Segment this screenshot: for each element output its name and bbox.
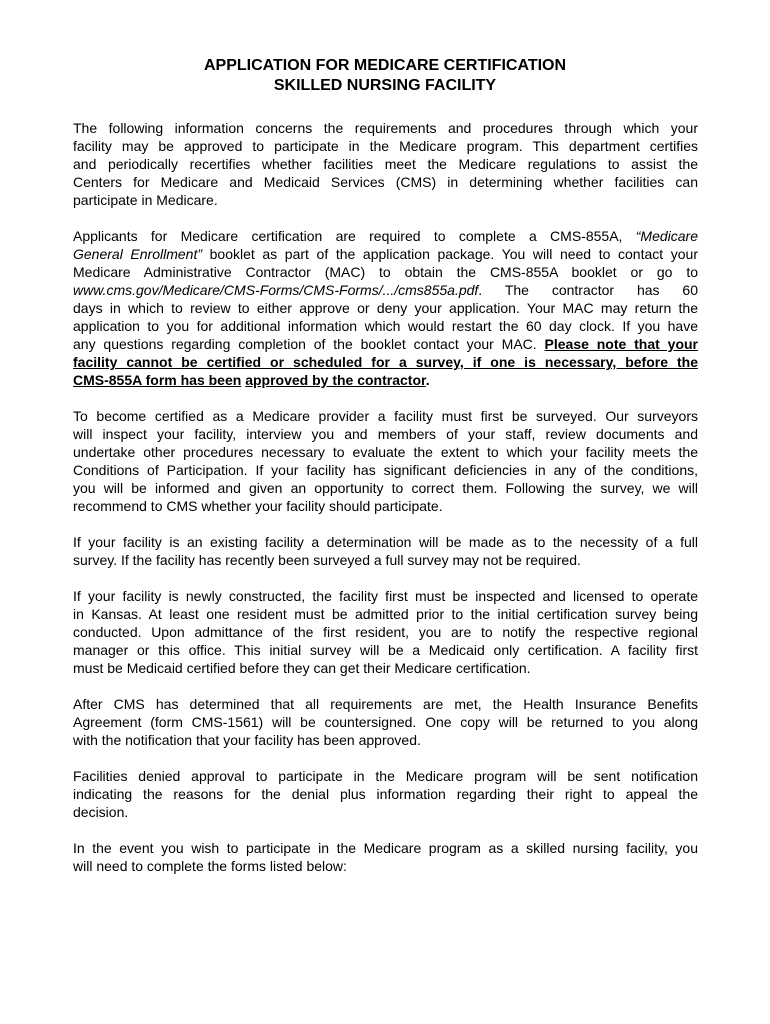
text-line — [73, 713, 698, 731]
text-line — [73, 587, 698, 605]
emphasized-text: . — [425, 372, 430, 388]
paragraph — [73, 839, 698, 875]
text-line — [73, 731, 698, 749]
text-run: Facilities denied approval to participate in the Medicare program will be sent notification — [73, 768, 698, 784]
text-line — [73, 695, 698, 713]
text-line — [73, 425, 698, 443]
text-line — [73, 191, 698, 209]
text-line — [73, 317, 698, 335]
text-line — [73, 299, 698, 317]
text-run: After CMS has determined that all requirements are met, the Health Insurance Benefits — [73, 696, 698, 712]
paragraph — [73, 533, 698, 569]
text-run: booklet as part of the application package. You will need to contact your — [202, 246, 698, 262]
text-run: you will be informed and given an opportunity to correct them. Following the survey, we will — [73, 480, 698, 496]
text-line — [73, 263, 698, 281]
text-run: facility may be approved to participate in the Medicare program. This department certifies — [73, 138, 698, 154]
text-run: Medicare Administrative Contractor (MAC) to obtain the CMS-855A booklet or go to — [73, 264, 698, 280]
text-line — [73, 641, 698, 659]
text-line — [73, 371, 698, 389]
text-line — [73, 605, 698, 623]
text-line — [73, 281, 698, 299]
text-line — [73, 857, 698, 875]
paragraph — [73, 227, 698, 389]
text-run: with the notification that your facility has been approved. — [73, 732, 421, 748]
emphasized-text: facility cannot be certified or scheduled for a survey, if one is necessary, before the — [73, 354, 698, 370]
text-line — [73, 659, 698, 677]
paragraph — [73, 587, 698, 677]
text-run: will need to complete the forms listed below: — [73, 858, 347, 874]
document-title — [0, 56, 770, 96]
text-run: any questions regarding completion of the booklet contact your MAC. — [73, 336, 545, 352]
text-run: If your facility is an existing facility a determination will be made as to the necessity of a full — [73, 534, 698, 550]
emphasized-text: “Medicare — [635, 228, 698, 244]
text-run: The following information concerns the requirements and procedures through which your — [73, 120, 698, 136]
text-line — [73, 551, 698, 569]
text-line — [73, 479, 698, 497]
text-line — [73, 785, 698, 803]
text-run: Conditions of Participation. If your facility has significant deficiencies in any of the conditions, — [73, 462, 698, 478]
emphasized-text: CMS-855A form has been — [73, 372, 242, 388]
text-line — [73, 623, 698, 641]
text-run: To become certified as a Medicare provider a facility must first be surveyed. Our surveyors — [73, 408, 698, 424]
text-run: . The contractor has 60 — [478, 282, 698, 298]
text-line — [73, 119, 698, 137]
text-line — [73, 155, 698, 173]
text-run: participate in Medicare. — [73, 192, 218, 208]
emphasized-text: General Enrollment” — [73, 246, 203, 262]
title-line-1: APPLICATION FOR MEDICARE CERTIFICATION — [203, 57, 567, 74]
paragraph — [73, 119, 698, 209]
text-line — [73, 227, 698, 245]
text-line — [73, 839, 698, 857]
text-run: In the event you wish to participate in the Medicare program as a skilled nursing facility, you — [73, 840, 698, 856]
text-line — [73, 245, 698, 263]
text-line — [73, 137, 698, 155]
text-run: manager or this office. This initial survey will be a Medicaid only certification. A facility first — [73, 642, 698, 658]
text-line — [73, 497, 698, 515]
text-run: must be Medicaid certified before they can get their Medicare certification. — [73, 660, 531, 676]
text-run: in Kansas. At least one resident must be admitted prior to the initial certification survey being — [73, 606, 698, 622]
emphasized-text: approved by the contractor — [245, 372, 426, 388]
paragraph — [73, 695, 698, 749]
text-run: decision. — [73, 804, 129, 820]
paragraph — [73, 767, 698, 821]
text-run: application to you for additional information which would restart the 60 day clock. If you have — [73, 318, 698, 334]
emphasized-text: Please note that your — [544, 336, 698, 352]
text-run: and periodically recertifies whether facilities meet the Medicare regulations to assist the — [73, 156, 698, 172]
emphasized-text: www.cms.gov/Medicare/CMS-Forms/CMS-Forms/.../cms855a.pdf — [73, 282, 479, 298]
text-line — [73, 767, 698, 785]
text-run: Agreement (form CMS-1561) will be countersigned. One copy will be returned to you along — [73, 714, 698, 730]
text-line — [73, 173, 698, 191]
text-line — [73, 533, 698, 551]
text-run: recommend to CMS whether your facility should participate. — [73, 498, 443, 514]
text-line — [73, 803, 698, 821]
text-line — [73, 353, 698, 371]
text-line — [73, 407, 698, 425]
document-body — [73, 119, 698, 893]
title-line-2: SKILLED NURSING FACILITY — [273, 77, 497, 94]
text-run: survey. If the facility has recently been surveyed a full survey may not be required. — [73, 552, 581, 568]
text-run: If your facility is newly constructed, the facility first must be inspected and licensed to operate — [73, 588, 698, 604]
text-run: indicating the reasons for the denial plus information regarding their right to appeal the — [73, 786, 698, 802]
text-run: days in which to review to either approve or deny your application. Your MAC may return the — [73, 300, 698, 316]
text-line — [73, 461, 698, 479]
text-run: conducted. Upon admittance of the first resident, you are to notify the respective regional — [73, 624, 698, 640]
text-line — [73, 335, 698, 353]
text-line — [73, 443, 698, 461]
text-run: Applicants for Medicare certification are required to complete a CMS-855A, — [73, 228, 636, 244]
text-run: undertake other procedures necessary to evaluate the extent to which your facility meets the — [73, 444, 698, 460]
text-run: will inspect your facility, interview you and members of your staff, review documents and — [73, 426, 698, 442]
text-run: Centers for Medicare and Medicaid Services (CMS) in determining whether facilities can — [73, 174, 698, 190]
paragraph — [73, 407, 698, 515]
